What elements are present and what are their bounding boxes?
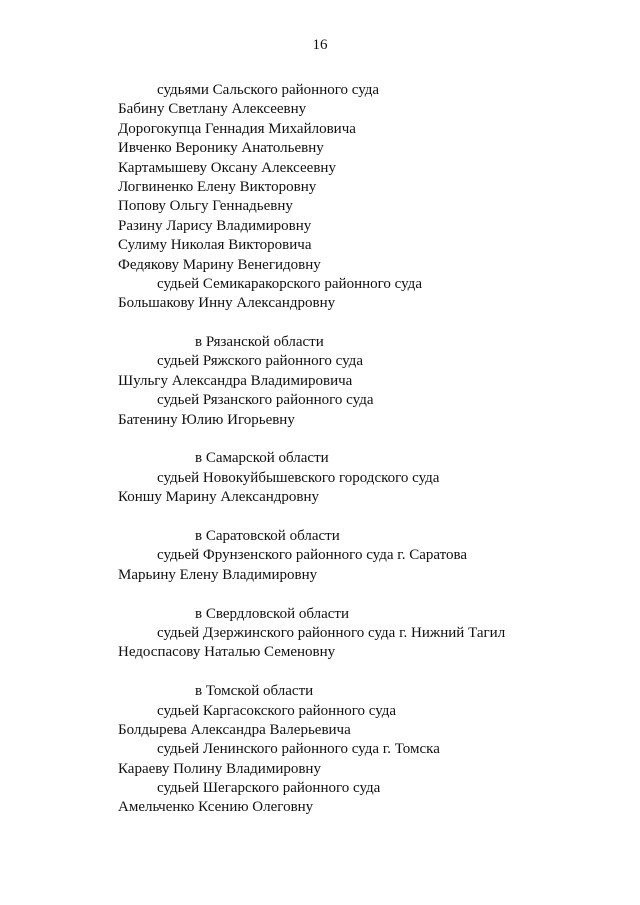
person-name-line: Большакову Инну Александровну <box>118 295 336 312</box>
region-heading: в Рязанской области <box>195 334 324 351</box>
paragraph-gap <box>0 508 640 527</box>
person-name-line: Бабину Светлану Алексеевну <box>118 101 307 118</box>
person-name-line: Болдырева Александра Валерьевича <box>118 721 351 738</box>
person-name-line: Недоспасову Наталью Семеновну <box>118 644 336 661</box>
person-name-line: Дорогокупца Геннадия Михайловича <box>118 120 356 137</box>
court-appointment-line: судьей Шегарского районного суда <box>157 780 381 797</box>
person-name-line: Батенину Юлию Игорьевну <box>118 411 295 428</box>
court-appointment-line: судьей Ленинского районного суда г. Томска <box>157 741 440 758</box>
region-heading: в Саратовской области <box>195 527 340 544</box>
region-heading: в Свердловской области <box>195 605 350 622</box>
person-name-line: Ивченко Веронику Анатольевну <box>118 140 324 157</box>
court-appointment-line: судьей Ряжского районного суда <box>157 353 363 370</box>
person-name-line: Марьину Елену Владимировну <box>118 566 318 583</box>
paragraph-gap <box>0 430 640 449</box>
paragraph-gap <box>0 663 640 682</box>
court-appointment-line: судьями Сальского районного суда <box>157 82 380 98</box>
paragraph-gap <box>0 585 640 604</box>
person-name-line: Картамышеву Оксану Алексеевну <box>118 159 336 176</box>
person-name-line: Караеву Полину Владимировну <box>118 760 321 777</box>
paragraph-gap <box>0 314 640 333</box>
court-appointment-line: судьей Фрунзенского районного суда г. Саратова <box>157 547 468 564</box>
region-heading: в Томской области <box>195 683 314 700</box>
court-appointment-line: судьей Новокуйбышевского городского суда <box>157 469 440 486</box>
court-appointment-line: судьей Дзержинского районного суда г. Нижний Тагил <box>157 624 506 641</box>
court-appointment-line: судьей Рязанского районного суда <box>157 392 374 409</box>
person-name-line: Разину Ларису Владимировну <box>118 217 312 234</box>
court-appointment-line: судьей Каргасокского районного суда <box>157 702 397 719</box>
court-appointment-line: судьей Семикаракорского районного суда <box>157 275 422 292</box>
person-name-line: Логвиненко Елену Викторовну <box>118 178 317 195</box>
region-heading: в Самарской области <box>195 450 329 467</box>
person-name-line: Шульгу Александра Владимировича <box>118 372 353 389</box>
person-name-line: Попову Ольгу Геннадьевну <box>118 198 293 215</box>
page-number: 16 <box>312 37 328 53</box>
person-name-line: Коншу Марину Александровну <box>118 489 320 506</box>
person-name-line: Амельченко Ксению Олеговну <box>118 799 314 816</box>
person-name-line: Федякову Марину Венегидовну <box>118 256 321 273</box>
person-name-line: Сулиму Николая Викторовича <box>118 237 312 254</box>
document-body <box>0 81 640 818</box>
